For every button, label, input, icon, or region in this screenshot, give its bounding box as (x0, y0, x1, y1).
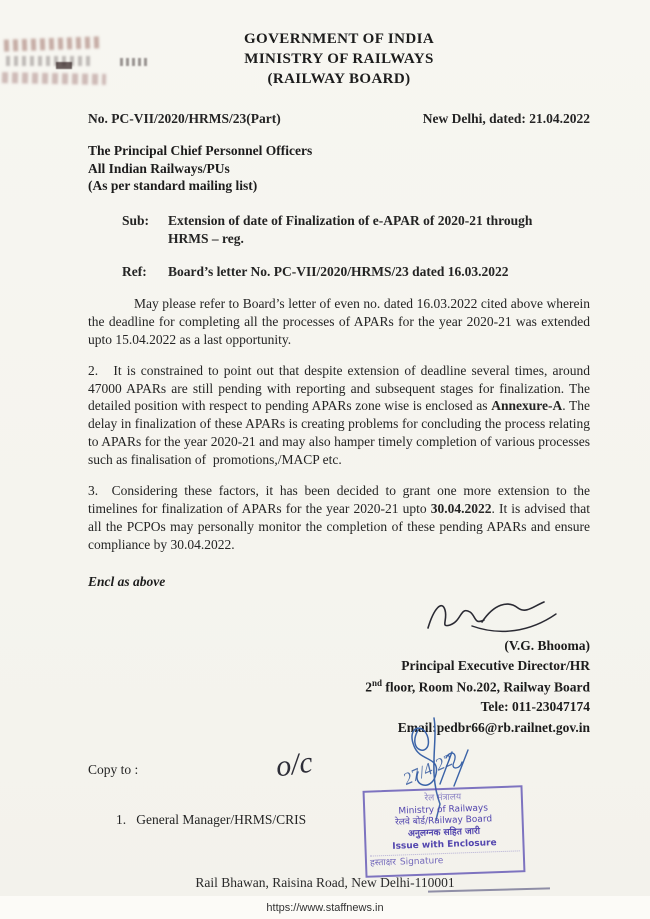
signatory-name: (V.G. Bhooma) (504, 638, 590, 654)
ministry-line: MINISTRY OF RAILWAYS (244, 50, 434, 67)
stamp-line: Issue with Enclosure (392, 837, 497, 852)
source-url: https://www.staffnews.in (266, 901, 384, 914)
subject-label: Sub: (122, 213, 150, 229)
stamp-line: रेलवे बोर्ड/Railway Board (394, 814, 493, 829)
footer-address: Rail Bhawan, Raisina Road, New Delhi-110001 (195, 875, 455, 890)
subject-text: Extension of date of Finalization of e-APAR of 2020-21 through HRMS – reg. (168, 213, 533, 247)
reference-label: Ref: (122, 264, 147, 280)
letterhead (88, 30, 590, 89)
office-stamp (363, 785, 526, 878)
source-url-strip (0, 896, 650, 919)
addressee-line: The Principal Chief Personnel Officers (88, 143, 313, 159)
signatory-address: 2nd floor, Room No.202, Railway Board (365, 677, 590, 695)
oc-handwritten-note: o/c (273, 745, 315, 784)
paragraph-2: 2. It is constrained to point out that despite extension of deadline several times, around 47000 APARs are still pending with reporting and subsequent stages for finalization. The detailed position with respect to pending APARs zone wise is enclosed as Annexure-A. The delay in finalization of these APARs is creating problems for concluding the process relating to APARs for the year 2020-21 and may also hamper timely completion of various processes such as finalisation of promotions,/MACP etc. (88, 362, 591, 468)
signatory-email: Email:pedbr66@rb.railnet.gov.in (397, 719, 590, 735)
reference-row (88, 263, 590, 281)
signature-scribble (422, 592, 562, 636)
handwritten-date: 27/4/22 (400, 750, 456, 789)
subject-row (88, 212, 590, 248)
stamp-line: Ministry of Railways (398, 803, 489, 817)
addressee-line: All Indian Railways/PUs (88, 160, 230, 176)
enclosure-note: Encl as above (88, 574, 166, 590)
letter-number: No. PC-VII/2020/HRMS/23(Part) (88, 111, 281, 127)
signatory-phone: Tele: 011-23047174 (480, 699, 590, 715)
annexure-reference: Annexure-A (491, 398, 563, 414)
copy-to-label: Copy to : (88, 761, 139, 777)
addressee-line: (As per standard mailing list) (88, 178, 258, 194)
stamp-line: रेल मंत्रालय (424, 792, 462, 804)
deadline-date: 30.04.2022 (430, 501, 492, 517)
place-date: New Delhi, dated: 21.04.2022 (422, 111, 590, 127)
reference-number-row (88, 111, 590, 127)
reference-text: Board’s letter No. PC-VII/2020/HRMS/23 dated 16.03.2022 (168, 264, 509, 280)
paragraph-1: May please refer to Board’s letter of even no. dated 16.03.2022 cited above wherein the deadline for completing all the processes of APARs for the year 2020-21 was extended upto 15.04.2022 as a last opportunity. (88, 295, 590, 347)
addressee-block (88, 142, 590, 195)
stamp-line: अनुलग्नक सहित जारी (407, 826, 481, 840)
copy-to-item: 1. General Manager/HRMS/CRIS (116, 811, 307, 827)
paragraph-3: 3. Considering these factors, it has been decided to grant one more extension to the timelines for finalization of APARs for the year 2020-21 upto 30.04.2022. It is advised that all the PCPOs may personally monitor the completion of these pending APARs and ensure compliance by 30.04.2022. (88, 483, 591, 553)
signatory-title: Principal Executive Director/HR (401, 658, 590, 674)
railway-board-line: (RAILWAY BOARD) (267, 70, 411, 87)
stamp-signature-row: हस्ताक्षर Signature (370, 851, 520, 871)
govt-of-india-line: GOVERNMENT OF INDIA (243, 31, 435, 47)
